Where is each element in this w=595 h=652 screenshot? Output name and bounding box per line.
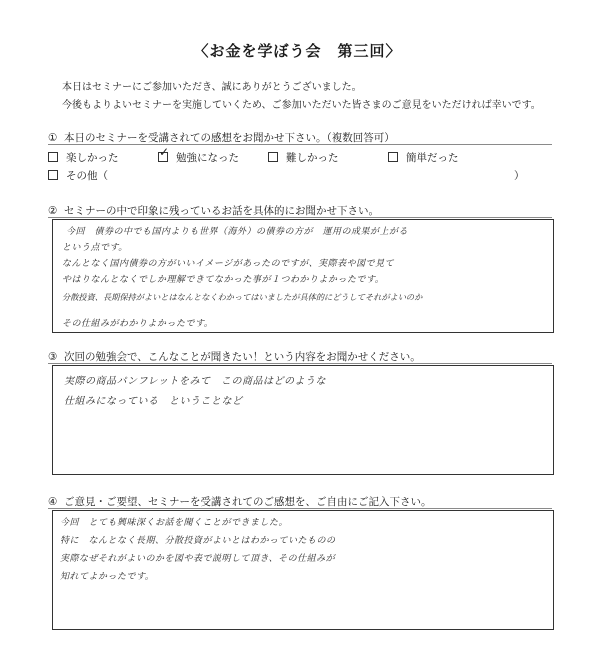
checkbox[interactable] [48,170,58,180]
answer-2-line-6: その仕組みがわかりよかったです。 [62,319,214,329]
checkbox-checked[interactable] [158,145,170,162]
intro-line-2: 今後もよりよいセミナーを実施していくため、ご参加いただいた皆さまのご意見をいただければ幸いです。 [62,100,541,111]
answer-2-line-3: なんとなく国内債券の方がいいイメージがあったのですが、実際表や図で見て [62,259,395,269]
answer-2-line-5: 分散投資、長期保持がよいとはなんとなくわかってはいましたが具体的にどうしてそれがよいのか [62,292,423,302]
answer-4-line-4: 知れてよかったです。 [60,572,155,582]
option-label: その他（ [66,170,108,182]
answer-3-line-2: 仕組みになっている ということなど [64,396,243,407]
question-2-text: セミナーの中で印象に残っているお話を具体的にお聞かせ下さい。 [64,205,379,217]
option-enjoyed[interactable] [48,150,119,165]
question-3-text: 次回の勉強会で、こんなことが聞きたい！という内容をお聞かせください。 [64,351,421,363]
question-1-text: 本日のセミナーを受講されての感想をお聞かせ下さい。（複数回答可） [64,132,395,144]
question-2-underline [48,217,552,218]
option-label: 難しかった [286,152,339,164]
question-2 [48,203,379,218]
option-easy[interactable] [388,150,459,165]
answer-4-line-3: 実際なぜそれがよいのかを図や表で説明して頂き、その仕組みが [60,554,336,564]
check-mark-icon: ✓ [159,145,170,159]
question-1-underline [48,144,552,145]
answer-2-line-1: 今回 債券の中でも国内よりも世界（海外）の債券の方が 運用の成果が上がる [66,227,409,237]
answer-2-line-4: やはりなんとなくでしか理解できてなかった事が１つわかりよかったです。 [62,275,385,285]
option-difficult[interactable] [268,150,339,165]
page-title: 〈お金を学ぼう会 第三回〉 [193,42,402,60]
intro-line-1: 本日はセミナーにご参加いただき、誠にありがとうございました。 [62,82,362,93]
question-4-text: ご意見・ご要望、セミナーを受講されてのご感想を、ご自由にご記入下さい。 [64,496,432,508]
question-3-number: ③ [48,351,58,363]
other-close-paren: ） [514,170,525,182]
checkbox[interactable] [388,152,398,162]
question-4 [48,494,432,509]
question-4-number: ④ [48,496,58,508]
option-educational[interactable] [158,145,239,165]
checkbox[interactable] [268,152,278,162]
answer-2-line-2: という点です。 [62,243,128,253]
question-1-number: ① [48,132,58,144]
option-label: 勉強になった [176,152,239,164]
question-4-underline [48,508,552,509]
option-label: 簡単だった [406,152,459,164]
answer-4-line-1: 今回 とても興味深くお話を聞くことができました。 [60,518,289,528]
option-label: 楽しかった [66,152,119,164]
question-1 [48,130,395,145]
question-2-number: ② [48,205,58,217]
answer-3-line-1: 実際の商品パンフレットをみて この商品はどのような [64,376,326,387]
checkbox[interactable] [48,152,58,162]
question-3-underline [48,363,552,364]
option-other[interactable] [48,168,108,183]
answer-4-line-2: 特に なんとなく長期、分散投資がよいとはわかっていたものの [60,536,336,546]
question-3 [48,349,421,364]
